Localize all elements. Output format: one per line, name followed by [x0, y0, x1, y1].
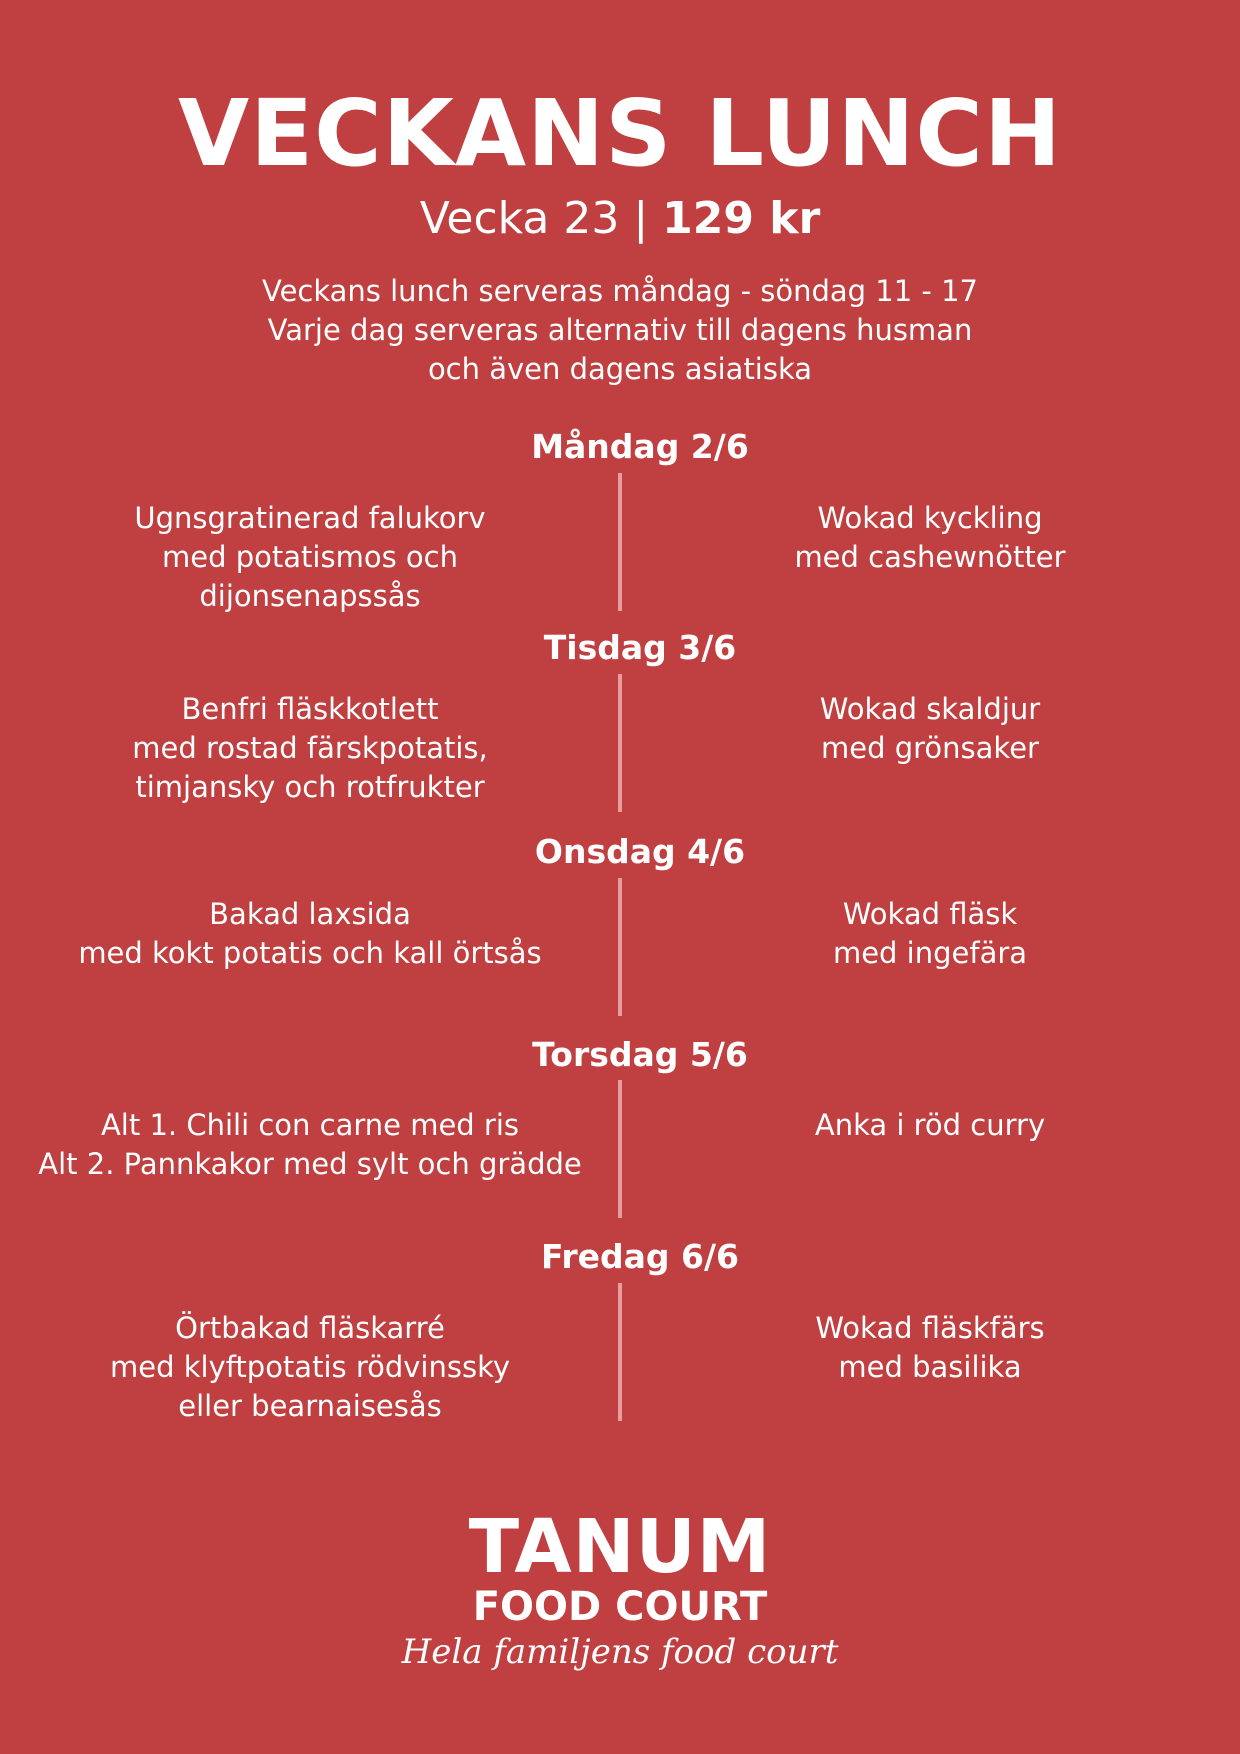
day-heading-friday: Fredag 6/6 [540, 1237, 740, 1276]
day-heading-thursday: Torsdag 5/6 [532, 1035, 748, 1074]
asian-dish-thursday [650, 1106, 1210, 1145]
dish-line: Wokad skaldjur [819, 692, 1041, 726]
dish-line: med cashewnötter [794, 540, 1066, 574]
lunch-price: 129 kr [662, 193, 821, 244]
day-heading-wednesday: Onsdag 4/6 [534, 832, 746, 871]
husman-dish-friday [10, 1309, 610, 1426]
dish-line: med kokt potatis och kall örtsås [78, 936, 542, 970]
column-divider [618, 473, 622, 611]
dish-line: Wokad fläskfärs [815, 1311, 1045, 1345]
intro-text [0, 272, 1240, 389]
tanum-food-court-logo [0, 1504, 1240, 1673]
dish-line: Benfri fläskkotlett [181, 692, 439, 726]
column-divider [618, 878, 622, 1016]
asian-dish-tuesday [650, 690, 1210, 768]
column-divider [618, 1283, 622, 1421]
asian-dish-friday [650, 1309, 1210, 1387]
dish-line: Alt 1. Chili con carne med ris [100, 1108, 520, 1142]
intro-line: och även dagens asiatiska [427, 352, 813, 386]
dish-line: med rostad färskpotatis, [132, 731, 488, 765]
logo-brand: TANUM [468, 1504, 772, 1590]
column-divider [618, 1080, 622, 1218]
dish-line: Örtbakad fläskarré [175, 1311, 445, 1345]
day-heading-tuesday: Tisdag 3/6 [543, 628, 737, 667]
dish-line: med klyftpotatis rödvinssky [109, 1350, 511, 1384]
husman-dish-thursday [10, 1106, 610, 1184]
dish-line: Alt 2. Pannkakor med sylt och grädde [38, 1147, 582, 1181]
dish-line: med ingefära [832, 936, 1028, 970]
asian-dish-wednesday [650, 895, 1210, 973]
husman-dish-wednesday [10, 895, 610, 973]
logo-tagline: Hela familjens food court [401, 1632, 839, 1672]
dish-line: Wokad fläsk [842, 897, 1018, 931]
logo-subtitle: FOOD COURT [472, 1584, 768, 1630]
day-heading-monday: Måndag 2/6 [531, 427, 749, 466]
intro-line: Veckans lunch serveras måndag - söndag 11 - 17 [261, 274, 979, 308]
asian-dish-monday [650, 499, 1210, 577]
dish-line: Wokad kyckling [817, 501, 1043, 535]
page-title: VECKANS LUNCH [178, 80, 1062, 187]
dish-line: dijonsenapssås [199, 579, 421, 613]
dish-line: Bakad laxsida [209, 897, 411, 931]
week-price-line [0, 193, 1240, 244]
dish-line: eller bearnaisesås [178, 1389, 442, 1423]
column-divider [618, 674, 622, 812]
husman-dish-tuesday [10, 690, 610, 807]
dish-line: med basilika [838, 1350, 1022, 1384]
dish-line: med grönsaker [821, 731, 1039, 765]
dish-line: timjansky och rotfrukter [135, 770, 485, 804]
dish-line: Ugnsgratinerad falukorv [134, 501, 486, 535]
dish-line: Anka i röd curry [814, 1108, 1046, 1142]
husman-dish-monday [10, 499, 610, 616]
intro-line: Varje dag serveras alternativ till dagens husman [267, 313, 973, 347]
separator: | [633, 193, 649, 244]
week-number: Vecka 23 [419, 193, 620, 244]
dish-line: med potatismos och [162, 540, 458, 574]
